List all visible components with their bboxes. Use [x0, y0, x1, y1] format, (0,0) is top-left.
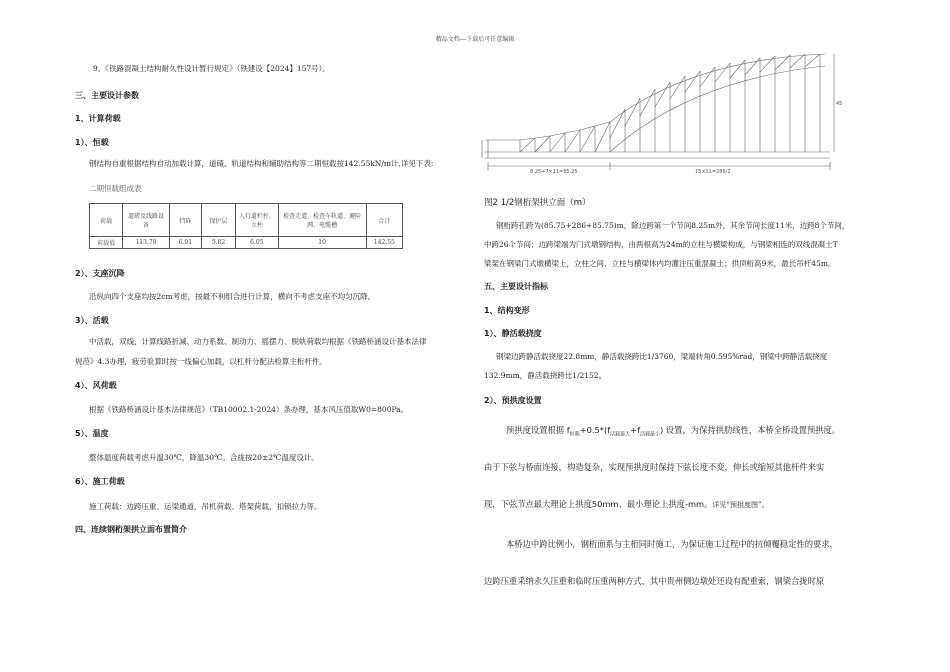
camber-text-3b: 详见“预拱度图”。	[712, 501, 769, 509]
camber-subscript: 恒载	[569, 431, 580, 438]
table-title: 二期恒载组成表	[89, 184, 142, 193]
dead-load-text: 钢结构自重根据结构自动加载计算，道碴、轨道结构和辅助结构等二期恒载按142.55kN/m计,详见下表:	[89, 159, 434, 168]
table-header-cell: 检查走道、检查车轨道、避险网、电缆槽	[278, 204, 366, 237]
table-cell: 10	[278, 237, 366, 249]
dead-load-table	[89, 203, 403, 249]
section-heading-4: 四、连续钢桁架拱立面布置简介	[75, 525, 187, 534]
table-cell: 142.55	[366, 237, 402, 249]
figure-desc-1: 钢桁跨孔跨为(85.75+286+85.75)m，除边跨第一个节间8.25m外，其余节间长度11米，边跨8个节间，	[496, 221, 850, 230]
subsection-temperature: 5）、温度	[75, 429, 109, 438]
figure-caption: 图2 1/2钢桁架拱立面（m）	[484, 198, 591, 208]
table-header-cell: 挡砟	[169, 204, 201, 237]
subsection-dead-load: 1）、恒载	[75, 138, 109, 147]
camber-formula-part: +f	[630, 425, 640, 435]
table-header-cell: 合计	[366, 204, 402, 237]
table-header-cell: 荷载	[90, 204, 123, 237]
subsection-loads: 1、计算荷载	[75, 114, 121, 123]
subsection-camber: 2）、预拱度设置	[484, 396, 542, 405]
settlement-text: 沿纵向四个支座均按2cm考虑，按最不利组合进行计算，横向不考虑支座不均匀沉降。	[89, 292, 376, 301]
live-load-text-2: 规范》4.3办理，疲劳验算时按一线偏心加载，以杠杆分配法检算主桁杆件。	[75, 357, 327, 366]
table-header-row	[90, 204, 403, 237]
last-paragraph-2: 边跨压重采纳永久压重和临时压重两种方式，其中贵州侧边墩处还设有配重索，钢梁合拢时原	[484, 576, 825, 586]
table-cell: 6.05	[236, 237, 278, 249]
dimension-left-label: 8.25+7×11=85.25	[530, 169, 578, 175]
deflection-text-2: 132.9mm，静活载挠跨比1/2152。	[484, 371, 607, 380]
camber-formula-part: ) 设置，为保持拱肋线性，本桥全桥设置预拱度。	[660, 425, 841, 435]
table-header-cell: 保护层	[201, 204, 235, 237]
table-row	[90, 237, 403, 249]
subsection-settlement: 2）、支座沉降	[75, 269, 125, 278]
page-header: 精品文档---下载后可任意编辑	[435, 36, 515, 43]
camber-text-3	[484, 498, 894, 511]
subsection-static-deflection: 1）、静活载挠度	[484, 329, 542, 338]
wind-text: 根据《铁路桥涵设计基本法律规范》（TB10002.1-2024）条办理，基本风压值取W0=800Pa。	[89, 405, 409, 414]
subsection-deformation: 1、结构变形	[484, 306, 530, 315]
live-load-text-1: 中活载，双线，计算线路折减、动力系数、制动力、摇摆力、脱轨荷载均根据《铁路桥涵设计基本法律	[89, 337, 427, 346]
table-cell: 荷载值	[90, 237, 123, 249]
table-header-cell: 道碴及线路设备	[123, 204, 170, 237]
camber-formula-part: 预拱度设置根据 f	[506, 425, 570, 435]
section-heading-5: 五、主要设计指标	[484, 282, 548, 291]
table-cell: 5.82	[201, 237, 235, 249]
camber-text-2: 由于下弦与桥面连接，构造复杂，实现预拱度时保持下弦长度不变，伸长或缩短其他杆件来实	[484, 462, 825, 472]
figure-desc-3: 梁架在钢梁门式墩横梁上，立柱之间、立柱与横梁体内均灌注压重混凝土；拱顶桁高9米，最长吊杆45m。	[484, 259, 836, 268]
dimension-right-label: 15×11=286/2	[695, 169, 731, 175]
camber-text-1	[506, 424, 906, 441]
dimension-height-label: 45	[836, 101, 843, 107]
camber-formula-part: +0.5*(f	[579, 425, 611, 435]
camber-text-3a: 现，下弦节点最大理论上拱度50mm、最小理论上拱度-mm。	[484, 499, 713, 509]
figure-desc-2: 中跨26个节间；边跨梁端为门式墩钢结构，由两根高为24m的立柱与横梁构成，与钢梁相连的双线混凝土T	[484, 240, 838, 249]
table-cell: 6.91	[169, 237, 201, 249]
camber-subscript: 活载最大	[610, 431, 631, 438]
construction-text: 施工荷载：边跨压重、运梁通道、吊机荷载、塔架荷载、扣锁拉力等。	[89, 502, 322, 511]
last-paragraph-1: 本桥边中跨比例小，钢桁面系与主桁同时施工，为保证施工过程中的抗倾覆稳定性的要求，	[506, 539, 838, 549]
camber-subscript: 活载最小	[640, 431, 661, 438]
subsection-construction: 6）、施工荷载	[75, 477, 125, 486]
table-header-cell: 人行道栏杆、立柱	[236, 204, 278, 237]
section-heading-3: 三、主要设计参数	[75, 91, 139, 100]
table-cell: 113.78	[123, 237, 170, 249]
reference-item-9: 9、《铁路混凝土结构耐久性设计暂行规定》（铁建设【2024】157号）。	[93, 64, 330, 73]
truss-arch-elevation	[480, 40, 843, 180]
subsection-wind: 4）、风荷载	[75, 381, 117, 390]
subsection-live-load: 3）、活载	[75, 316, 109, 325]
temperature-text: 整体温度荷载考虑升温30℃，降温30℃。合拢按20±2℃温度设计。	[89, 453, 319, 462]
deflection-text-1: 钢梁边跨静活载挠度22.8mm，静活载挠跨比1/3760，梁端转角0.595%rad，钢梁中跨静活载挠度	[496, 352, 828, 361]
